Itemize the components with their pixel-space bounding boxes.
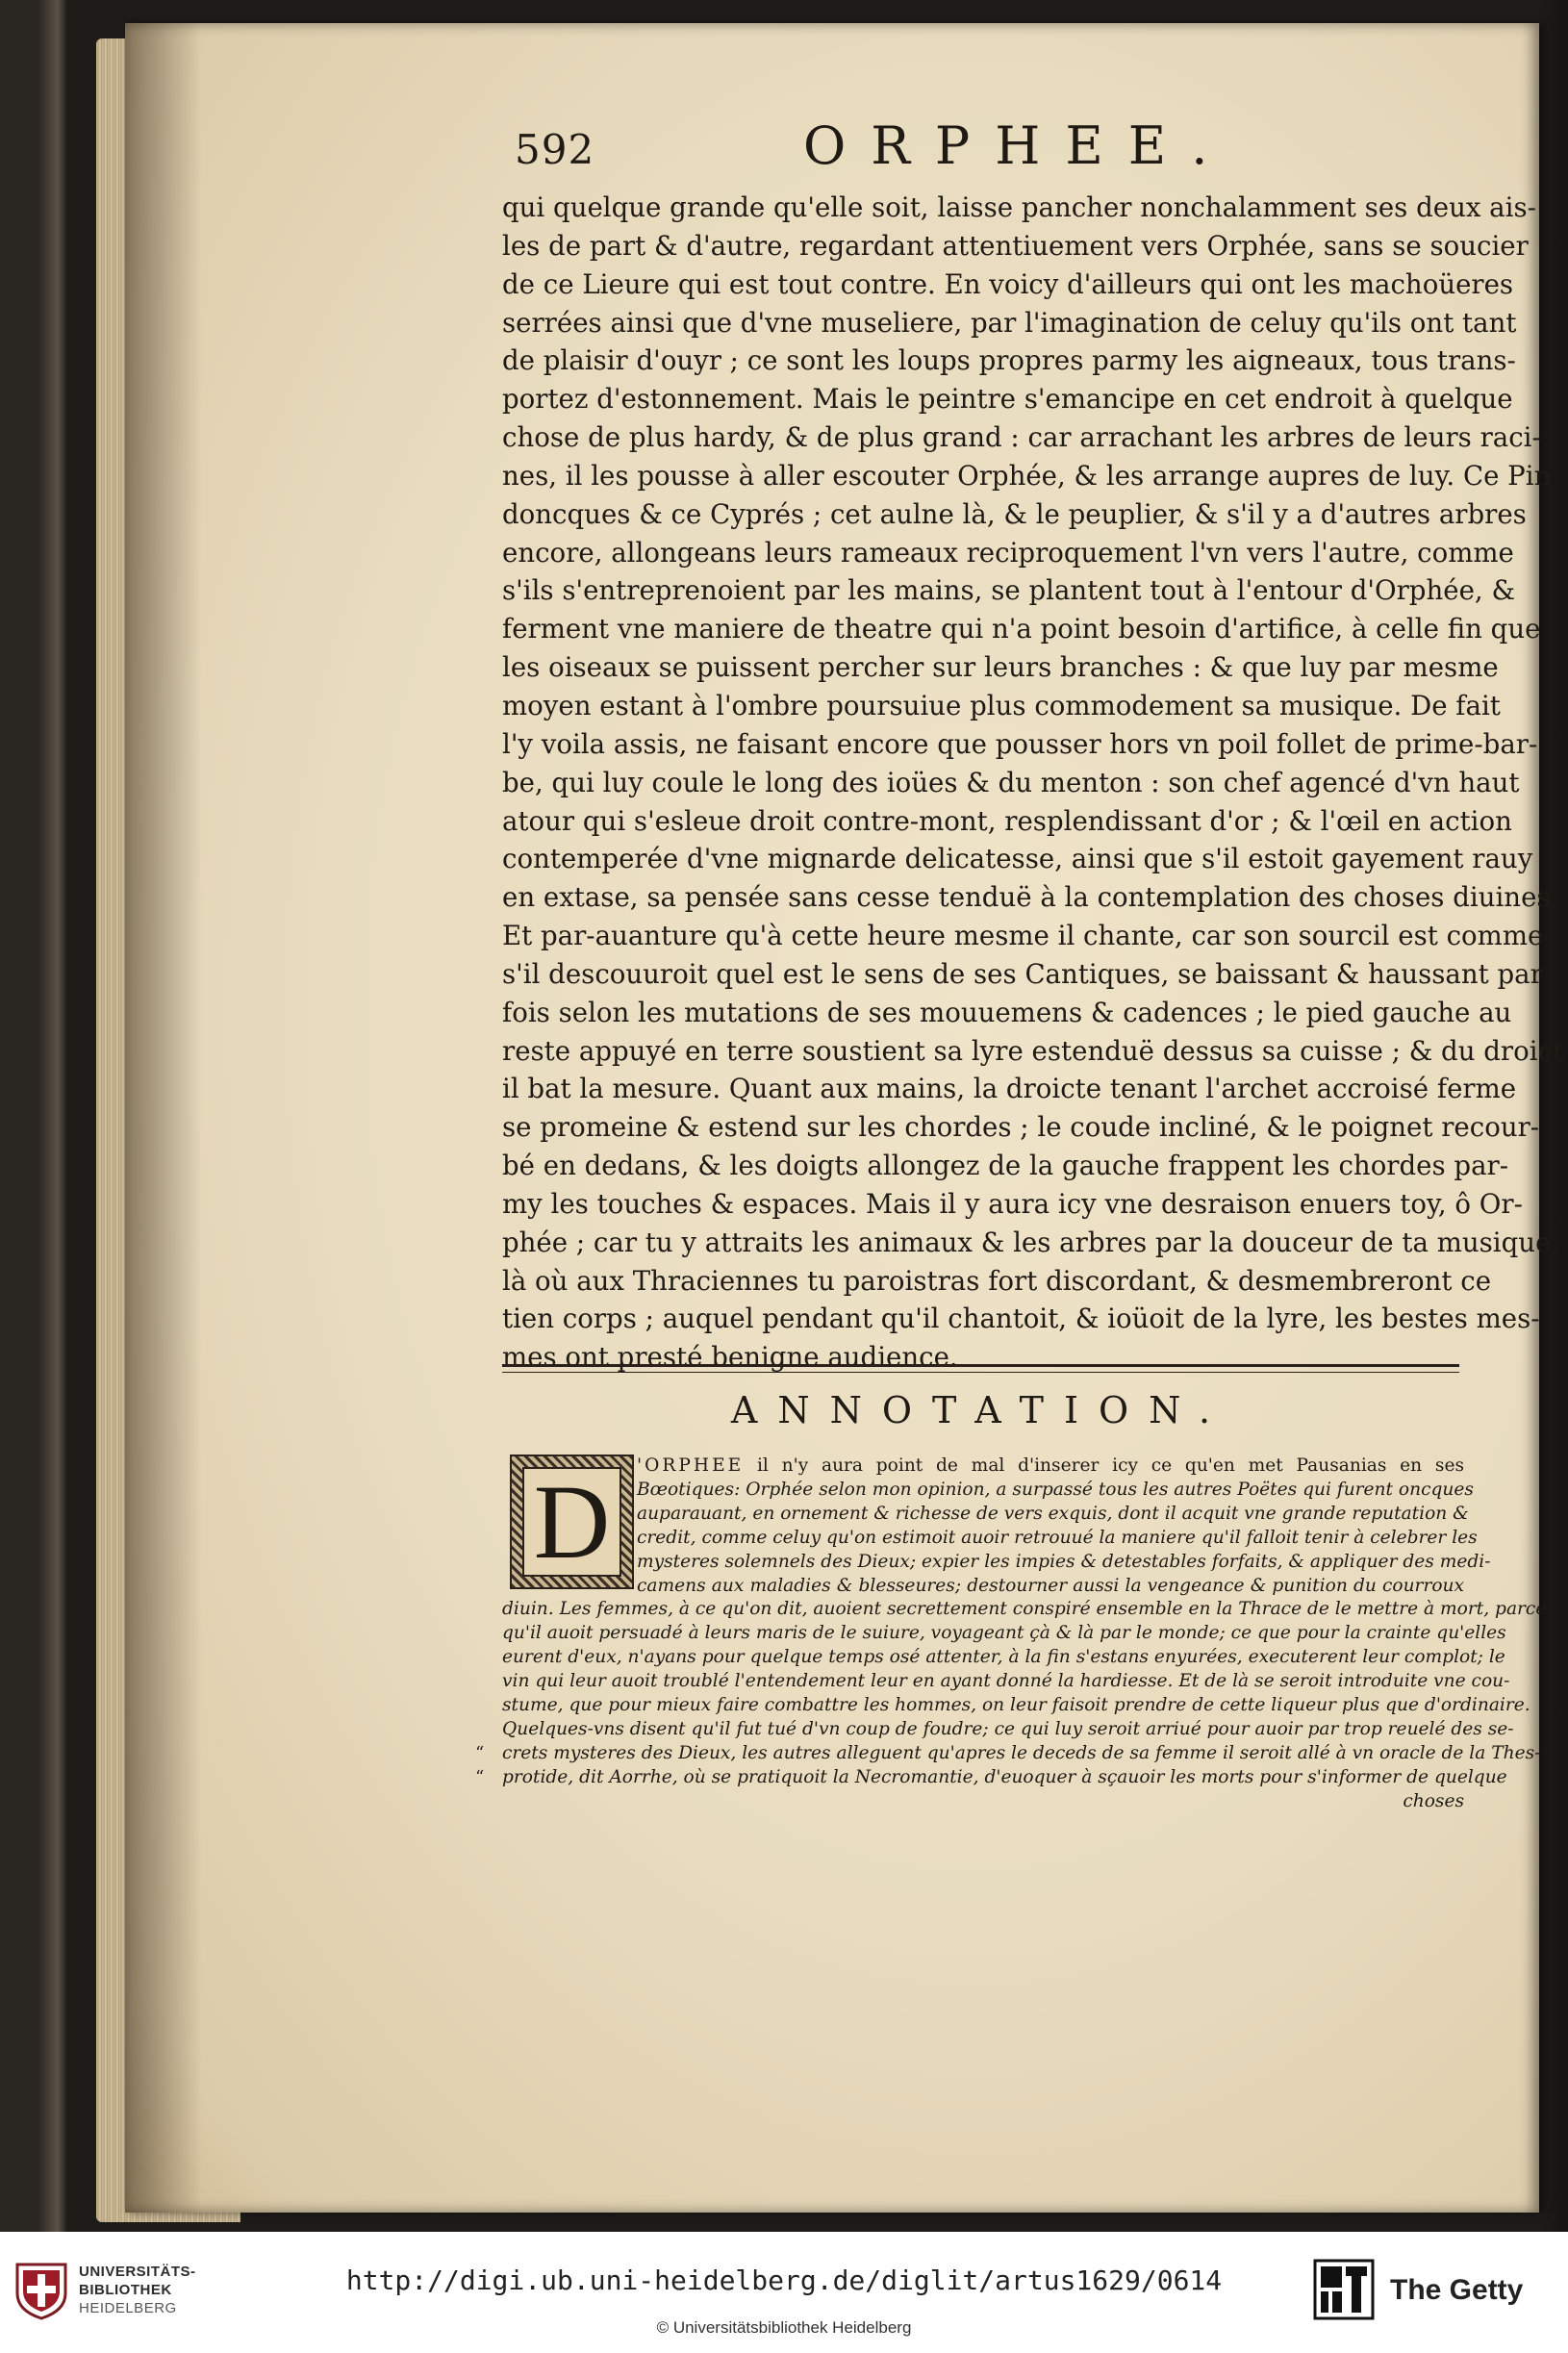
body-text [502,189,1564,1377]
annotation-line [502,1694,1530,1718]
body-line: qui quelque grande qu'elle soit, laisse pancher nonchalamment ses deux ais- [502,191,1536,223]
body-line: doncques & ce Cyprés ; cet aulne là, & le peuplier, & s'il y a d'autres arbres [502,497,1527,530]
library-name-line3: HEIDELBERG [79,2300,177,2316]
annotation-line-text: protide, dit Aorrhe, où se pratiquoit la Necromantie, d'euoquer à sçauoir les morts pour s'informer de quelque [502,1766,1507,1787]
annotation-line-text: credit, comme celuy qu'on estimoit auoir retrouué la maniere qu'il falloit tenir à celebrer les [637,1527,1478,1548]
annotation-line-text: il n'y aura point de mal d'inserer icy ce qu'en met Pausanias en ses [744,1455,1464,1476]
copyright-notice: © Universitätsbibliothek Heidelberg [656,2318,912,2337]
decorated-initial-letter: D [522,1467,621,1577]
library-name-line2: BIBLIOTHEK [79,2282,172,2298]
annotation-line-text: vin qui leur auoit troublé l'entendement leur en ayant donné la hardiesse. Et de là se seroit introduite vne cou- [502,1671,1510,1692]
section-rule [502,1364,1459,1367]
body-line: s'ils s'entreprenoient par les mains, se plantent tout à l'entour d'Orphée, & [502,574,1516,607]
page-number: 592 [515,126,595,173]
body-line: portez d'estonnement. Mais le peintre s'emancipe en cet endroit à quelque [502,383,1513,416]
annotation-line-text: mysteres solemnels des Dieux; expier les impies & detestables forfaits, & appliquer des medi- [637,1551,1491,1572]
body-line: phée ; car tu y attraits les animaux & les arbres par la douceur de ta musique, [502,1226,1560,1258]
body-line: fois selon les mutations de ses mouuemens & cadences ; le pied gauche au [502,996,1512,1028]
body-line: ferment vne maniere de theatre qui n'a point besoin d'artifice, à celle fin que [502,613,1541,645]
body-line: l'y voila assis, ne faisant encore que pousser hors vn poil follet de prime-bar- [502,727,1538,760]
body-line: les oiseaux se puissent percher sur leurs branches : & que luy par mesme [502,651,1499,684]
annotation-line-text: camens aux maladies & blesseures; destourner aussi la vengeance & punition du courroux [637,1575,1464,1596]
annotation-line [502,1479,1474,1503]
getty-logo-icon [1313,2259,1375,2320]
annotation-line-text: diuin. Les femmes, à ce qu'on dit, auoient secrettement conspiré ensemble en la Thrace de le mettre à mort, parce [502,1599,1547,1620]
body-line: my les touches & espaces. Mais il y aura icy vne desraison enuers toy, ô Or- [502,1187,1523,1220]
body-line: se promeine & estend sur les chordes ; le coude incliné, & le poignet recour- [502,1111,1540,1144]
annotation-lead-word: 'ORPHEE [637,1455,745,1476]
library-name-line1: UNIVERSITÄTS- [79,2264,196,2280]
annotation-line-text: Quelques-vns disent qu'il fut tué d'vn coup de foudre; ce qui luy seroit arriué pour auoir par trop reuelé des se- [502,1718,1514,1739]
getty-logo[interactable] [1313,2249,1558,2338]
annotation-line [502,1527,1478,1551]
page-title: ORPHEE. [803,115,1233,176]
annotation-line [475,1742,1541,1766]
annotation-line [502,1503,1469,1527]
body-line: contemperée d'vne mignarde delicatesse, ainsi que s'il estoit gayement rauy [502,843,1533,875]
annotation-line [502,1646,1505,1670]
annotation-line [475,1766,1507,1790]
body-line: nes, il les pousse à aller escouter Orphée, & les arrange aupres de luy. Ce Pin [502,459,1552,492]
permalink-url[interactable]: http://digi.ub.uni-heidelberg.de/diglit/artus1629/0614 [345,2264,1223,2296]
annotation-line [502,1455,1464,1479]
body-line: en extase, sa pensée sans cesse tenduë à la contemplation des choses diuines. [502,881,1559,914]
body-line: reste appuyé en terre soustient sa lyre estenduë dessus sa cuisse ; & du droict [502,1034,1564,1067]
annotation-line-text: choses [1403,1790,1464,1811]
body-line: serrées ainsi que d'vne museliere, par l'imagination de celuy qu'ils ont tant [502,306,1517,339]
body-line: bé en dedans, & les doigts allongez de la gauche frappent les chordes par- [502,1150,1509,1182]
viewer-footer [0,2232,1568,2353]
annotation-text [475,1455,1547,1814]
page-gutter-shadow [125,23,202,2213]
body-line: atour qui s'esleue droit contre-mont, resplendissant d'or ; & l'œil en action [502,804,1512,837]
annotation-line-text: qu'il auoit persuadé à leurs maris de le suiure, voyageant çà & là par le monde; ce que pour la crainte qu'elles [502,1623,1506,1644]
body-line: be, qui luy coule le long des ioües & du menton : son chef agencé d'vn haut [502,766,1520,798]
body-line: encore, allongeans leurs rameaux reciproquement l'vn vers l'autre, comme [502,536,1514,569]
annotation-line [502,1575,1464,1599]
margin-quote-mark: “ [475,1742,485,1763]
annotation-line [502,1718,1514,1742]
body-line: il bat la mesure. Quant aux mains, la droicte tenant l'archet accroisé ferme [502,1073,1517,1105]
body-line: chose de plus hardy, & de plus grand : car arrachant les arbres de leurs raci- [502,421,1541,454]
annotation-line [502,1598,1547,1622]
margin-quote-mark: “ [475,1766,485,1787]
annotation-line-text: Bœotiques: Orphée selon mon opinion, a surpassé tous les autres Poëtes qui furent oncques [637,1479,1474,1500]
body-line: de plaisir d'ouyr ; ce sont les loups propres parmy les aigneaux, tous trans- [502,344,1516,377]
body-line: Et par-auanture qu'à cette heure mesme il chante, car son sourcil est comme [502,920,1544,952]
body-line: là où aux Thraciennes tu paroistras fort discordant, & desmembreront ce [502,1264,1492,1297]
decorated-initial [510,1455,634,1589]
annotation-line-text: stume, que pour mieux faire combattre les hommes, on leur faisoit prendre de cette liqueur plus que d'ordinaire. [502,1695,1530,1716]
body-line: tien corps ; auquel pendant qu'il chantoit, & ioüoit de la lyre, les bestes mes- [502,1303,1540,1335]
running-head [515,115,1477,192]
annotation-line [502,1622,1506,1646]
annotation-line [502,1790,1464,1814]
body-line: les de part & d'autre, regardant attentiuement vers Orphée, sans se soucier [502,229,1529,262]
annotation-line [502,1670,1510,1694]
annotation-line [502,1551,1491,1575]
body-line: mes ont presté benigne audience. [502,1341,958,1374]
getty-label: The Getty [1390,2274,1524,2306]
body-line: s'il descouuroit quel est le sens de ses Cantiques, se baissant & haussant par [502,957,1543,990]
body-line: de ce Lieure qui est tout contre. En voicy d'ailleurs qui ont les machoüeres [502,267,1514,300]
annotation-heading: ANNOTATION. [730,1389,1231,1431]
body-line: moyen estant à l'ombre poursuiue plus commodement sa musique. De fait [502,689,1501,721]
section-rule-thin [502,1372,1459,1373]
annotation-line-text: eurent d'eux, n'ayans pour quelque temps osé attenter, à la fin s'estans enyurées, executerent leur complot; le [502,1647,1505,1668]
annotation-line-text: crets mysteres des Dieux, les autres alleguent qu'apres le deceds de sa femme il seroit allé à vn oracle de la Thes- [502,1742,1541,1763]
annotation-line-text: auparauant, en ornement & richesse de vers exquis, dont il acquit vne grande reputation & [637,1503,1469,1524]
